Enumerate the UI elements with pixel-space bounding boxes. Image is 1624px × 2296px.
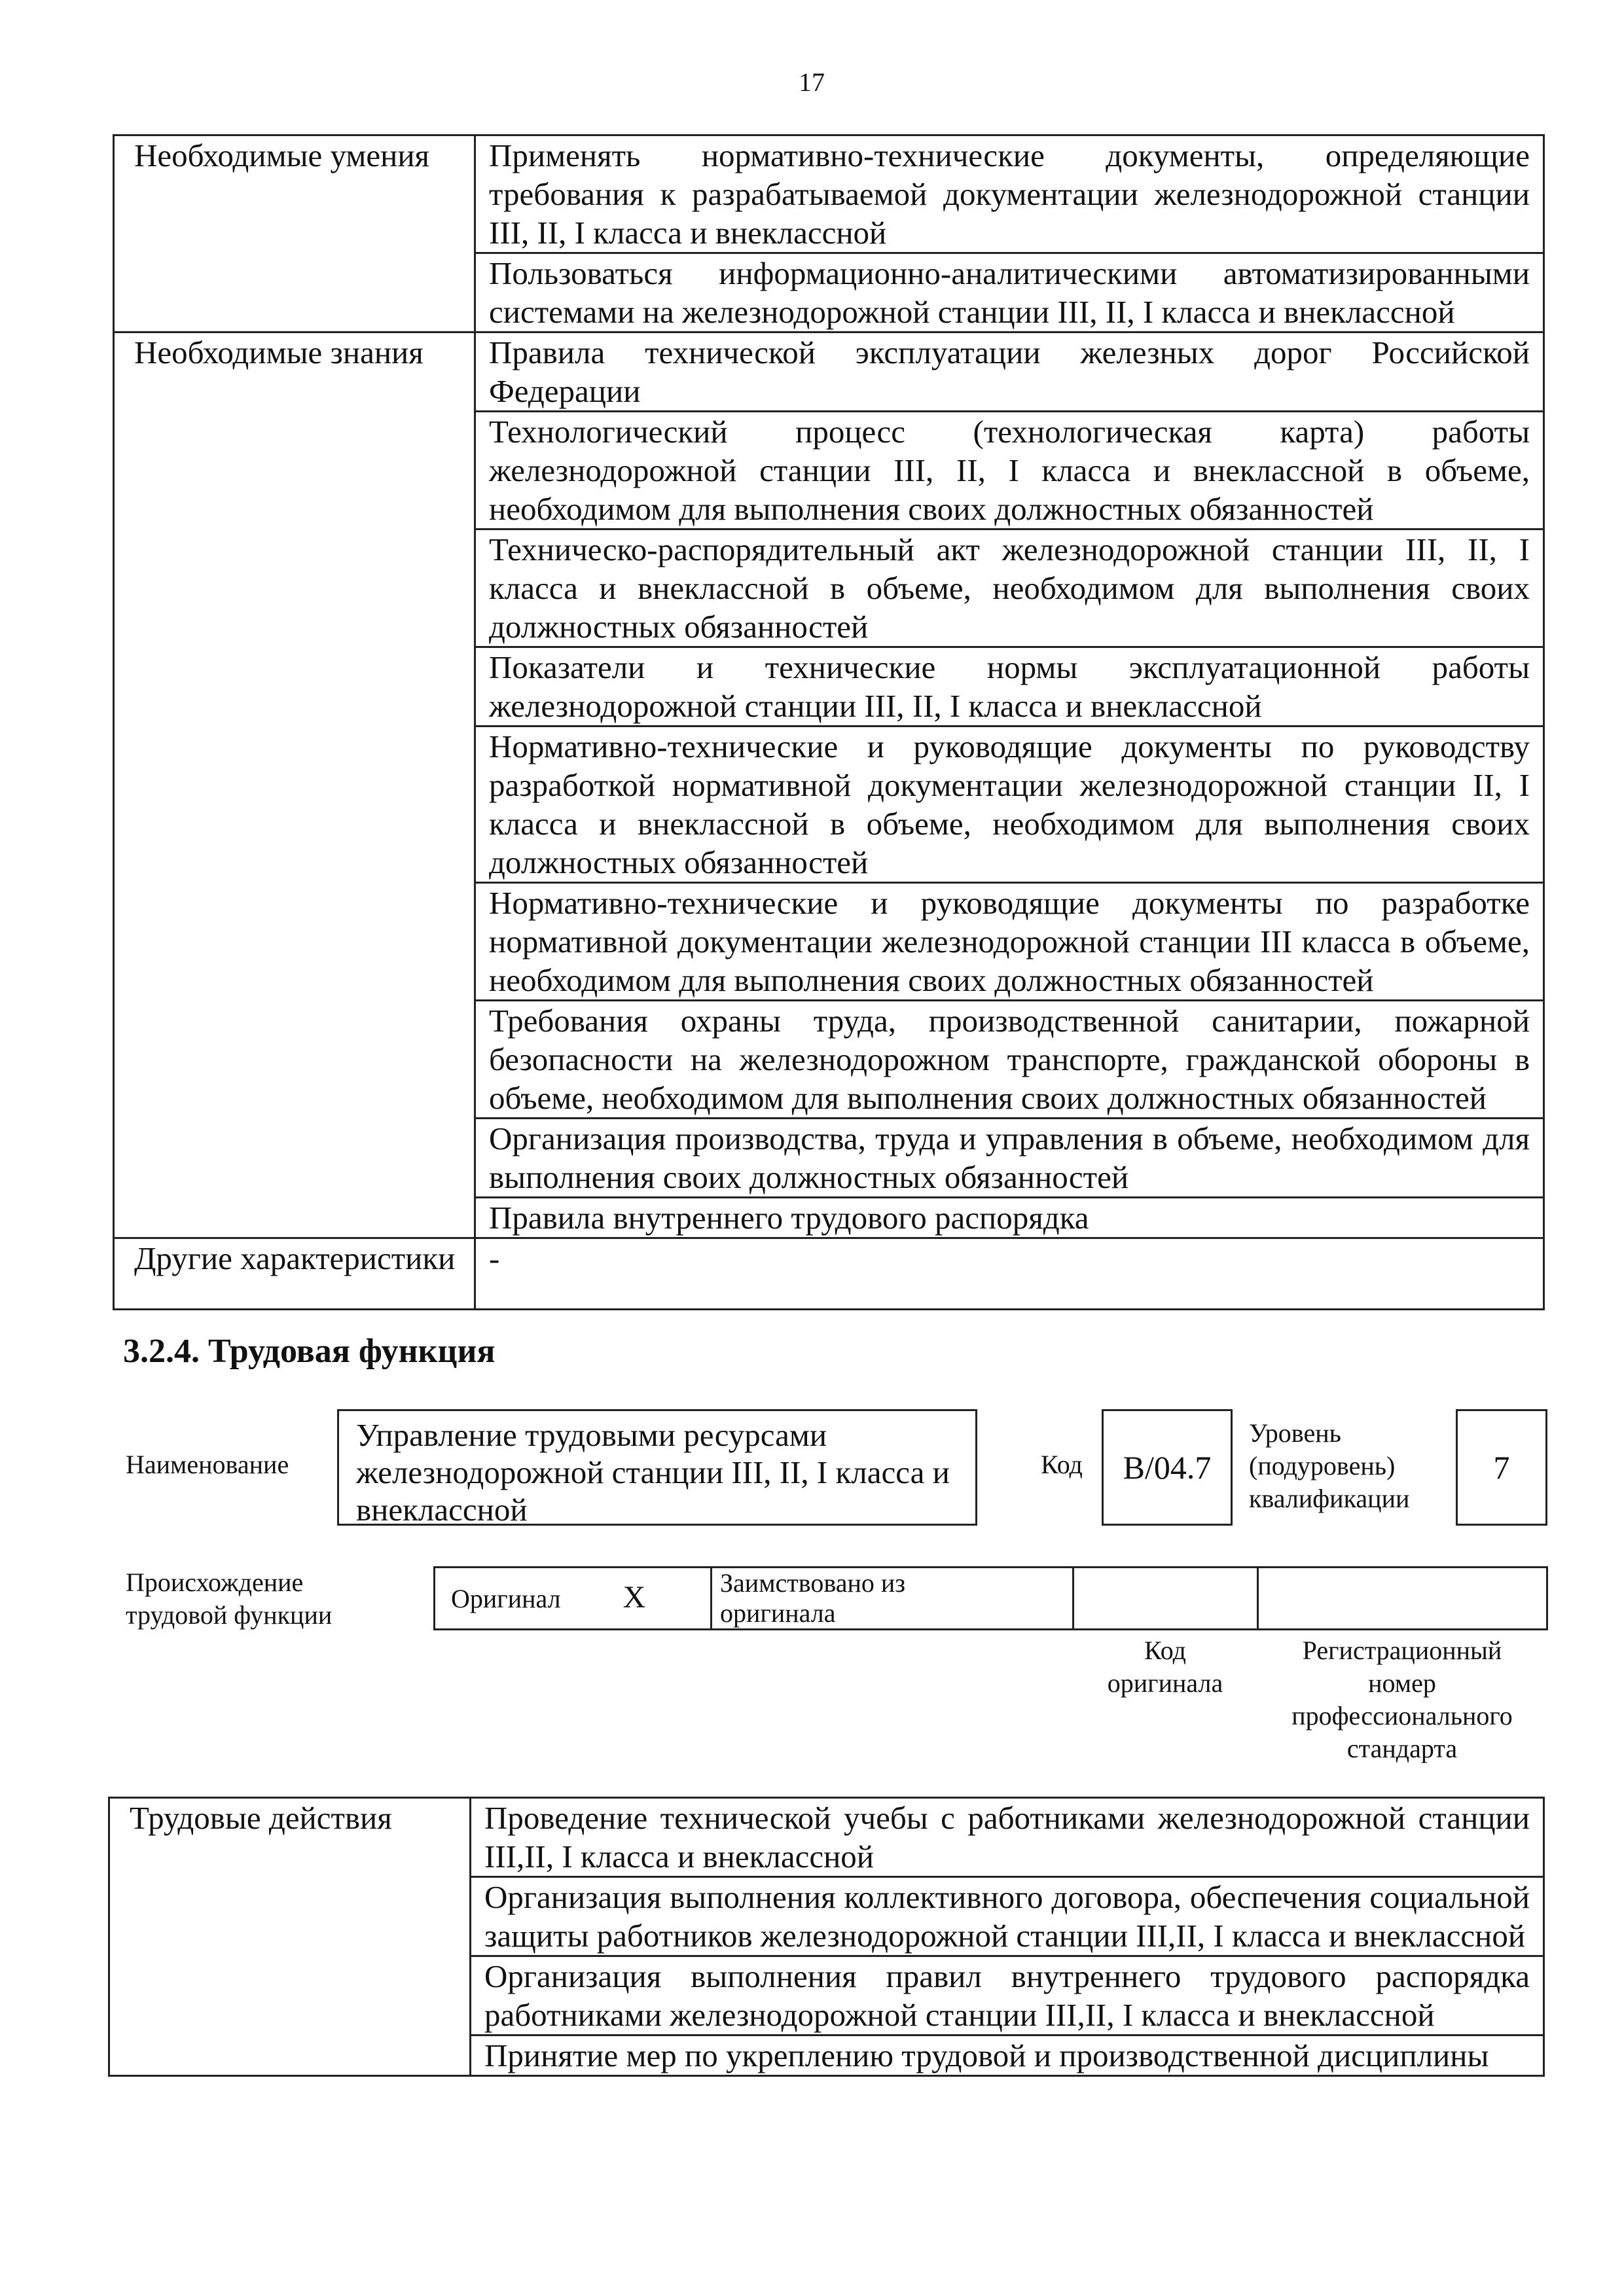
row-header-other: Другие характеристики <box>114 1238 475 1310</box>
table-cell: Принятие мер по укреплению трудовой и производственной дисциплины <box>471 2036 1544 2076</box>
table-row <box>109 1798 1544 1877</box>
name-label: Наименование <box>126 1450 289 1479</box>
table-cell: Нормативно-технические и руководящие документы по руководству разработкой нормативной документации железнодорожной станции II, I класса и внеклассной в объеме, необходимом для выполнения своих должностных обязанностей <box>475 726 1544 883</box>
table-cell: Правила внутреннего трудового распорядка <box>475 1198 1544 1238</box>
requirements-table <box>113 134 1545 1310</box>
table-cell: Пользоваться информационно-аналитическими автоматизированными системами на железнодорожной станции III, II, I класса и внеклассной <box>475 253 1544 332</box>
code-box: В/04.7 <box>1102 1409 1233 1526</box>
registration-number-caption: Регистрационный номер профессионального стандарта <box>1291 1636 1513 1763</box>
table-cell: Проведение технической учебы с работниками железнодорожной станции III,II, I класса и внеклассной <box>471 1798 1544 1877</box>
table-row <box>114 332 1544 412</box>
original-label: Оригинал <box>451 1584 561 1613</box>
labor-actions-table <box>108 1797 1545 2077</box>
row-header-actions: Трудовые действия <box>109 1798 471 2076</box>
table-row <box>114 1238 1544 1310</box>
table-cell: Применять нормативно-технические документы, определяющие требования к разрабатываемой документации железнодорожной станции III, II, I класса и внеклассной <box>475 135 1544 253</box>
original-code-cell <box>1074 1568 1258 1630</box>
original-cell <box>435 1568 712 1630</box>
origin-table <box>433 1566 1548 1630</box>
table-cell: Организация выполнения правил внутреннего трудового распорядка работниками железнодорожной станции III,II, I класса и внеклассной <box>471 1956 1544 2036</box>
row-header-knowledge: Необходимые знания <box>114 332 475 1238</box>
row-header-skills: Необходимые умения <box>114 135 475 332</box>
level-box: 7 <box>1456 1409 1547 1526</box>
table-cell: Техническо-распорядительный акт железнодорожной станции III, II, I класса и внеклассной в объеме, необходимом для выполнения своих должностных обязанностей <box>475 529 1544 647</box>
table-cell: - <box>475 1238 1544 1310</box>
table-cell: Нормативно-технические и руководящие документы по разработке нормативной документации железнодорожной станции III класса в объеме, необходимом для выполнения своих должностных обязанностей <box>475 883 1544 1001</box>
page-number: 17 <box>799 67 825 97</box>
table-row <box>114 135 1544 253</box>
table-cell: Организация производства, труда и управления в объеме, необходимом для выполнения своих должностных обязанностей <box>475 1119 1544 1198</box>
section-title: 3.2.4. Трудовая функция <box>123 1333 496 1370</box>
code-label: Код <box>1041 1450 1083 1479</box>
original-code-caption: Код оригинала <box>1107 1636 1223 1698</box>
original-mark: X <box>623 1580 646 1615</box>
function-name-box: Управление трудовыми ресурсами железнодорожной станции III, II, I класса и внеклассной <box>337 1409 977 1526</box>
registration-number-cell <box>1258 1568 1547 1630</box>
table-cell: Технологический процесс (технологическая карта) работы железнодорожной станции III, II, I класса и внеклассной в объеме, необходимом для выполнения своих должностных обязанностей <box>475 412 1544 529</box>
table-cell: Показатели и технические нормы эксплуатационной работы железнодорожной станции III, II, I класса и внеклассной <box>475 647 1544 726</box>
borrowed-cell: Заимствовано из оригинала <box>712 1568 1074 1630</box>
level-label: Уровень (подуровень) квалификации <box>1249 1418 1410 1513</box>
table-row <box>435 1568 1547 1630</box>
origin-label: Происхождение трудовой функции <box>126 1568 333 1630</box>
table-cell: Организация выполнения коллективного договора, обеспечения социальной защиты работников железнодорожной станции III,II, I класса и внеклассной <box>471 1877 1544 1956</box>
table-cell: Требования охраны труда, производственной санитарии, пожарной безопасности на железнодорожном транспорте, гражданской обороны в объеме, необходимом для выполнения своих должностных обязанностей <box>475 1001 1544 1119</box>
table-cell: Правила технической эксплуатации железных дорог Российской Федерации <box>475 332 1544 412</box>
